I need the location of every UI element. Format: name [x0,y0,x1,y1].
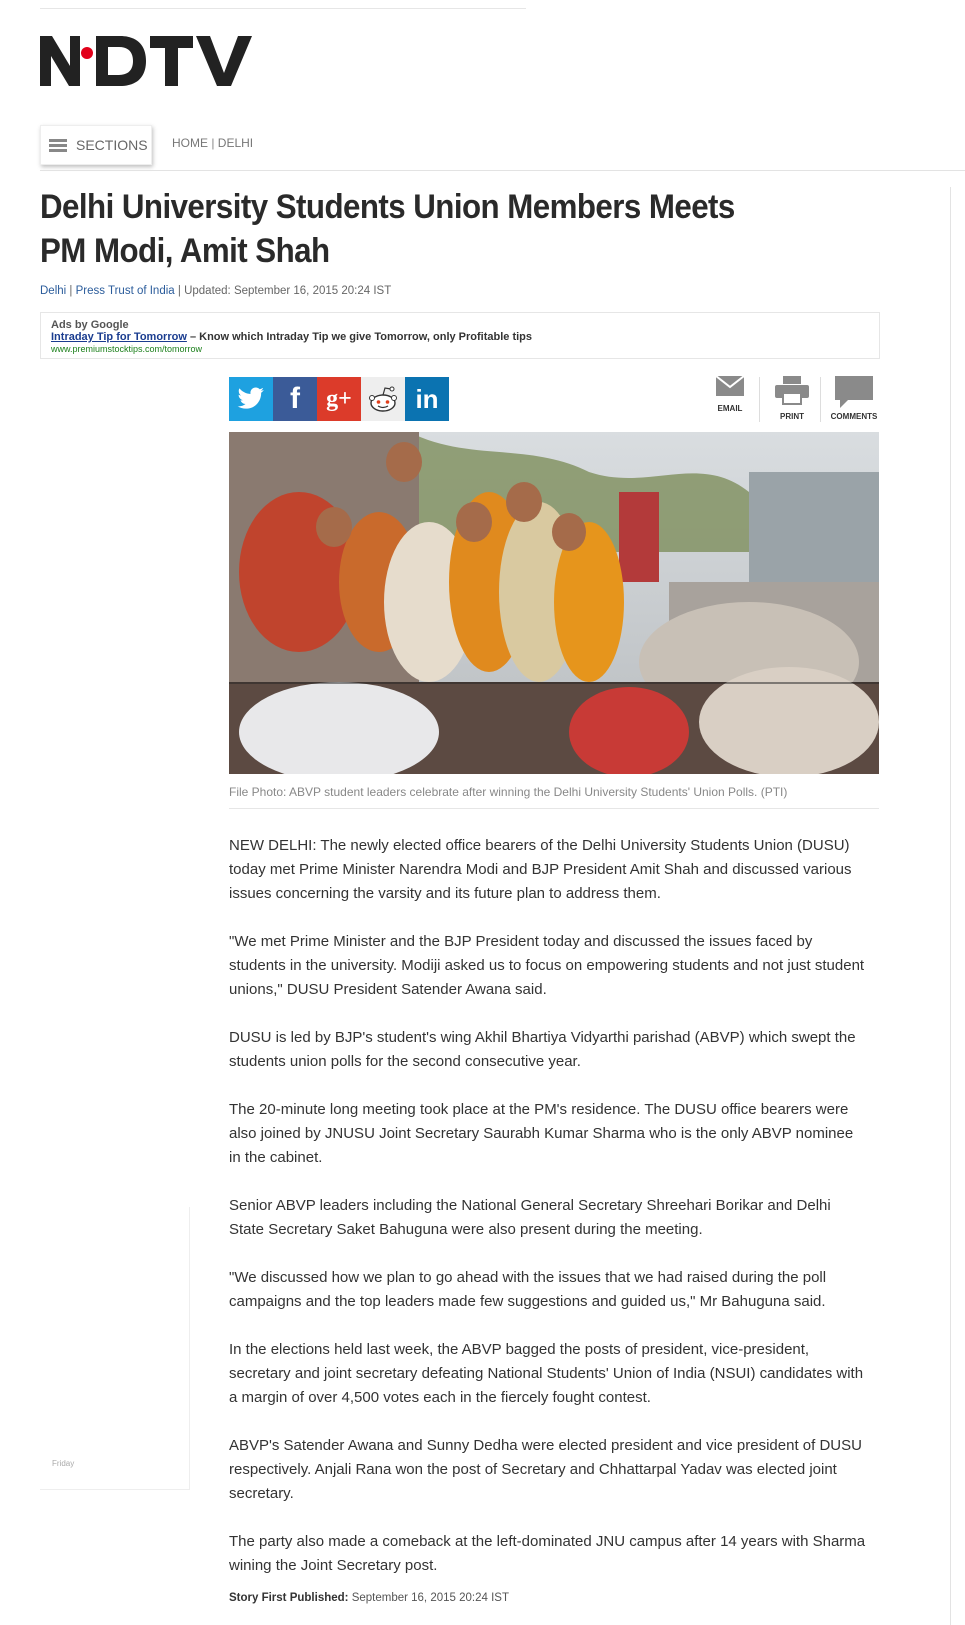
print-button[interactable] [768,375,816,425]
twitter-share-button[interactable] [229,377,273,421]
nav-divider [40,170,965,171]
print-label: PRINT [780,412,804,421]
article-paragraph: The 20-minute long meeting took place at the PM's residence. The DUSU office bearers were also joined by JNUSU Joint Secretary Saurabh Kumar Sharma who is the only ABVP nominee in the cabinet. [229,1101,854,1166]
first-published-date: September 16, 2015 20:24 IST [348,1592,509,1604]
ndtv-logo[interactable] [40,36,276,86]
updated-timestamp: Updated: September 16, 2015 20:24 IST [184,285,392,297]
article-paragraph: ABVP's Satender Awana and Sunny Dedha were elected president and vice president of DUSU respectively. Anjali Rana won the post of Secretary and Chhattarpal Yadav was elected joint secretary. [229,1437,862,1502]
article-paragraph: "We met Prime Minister and the BJP President today and discussed the issues faced by students in the university. Modiji asked us to focus on empowering students and not just student unions," DUSU President Satender Awana said. [229,933,865,998]
google-plus-share-button[interactable] [317,377,361,421]
sections-menu-button[interactable] [40,125,152,165]
facebook-icon: f [290,382,300,415]
ad-link[interactable]: Intraday Tip for Tomorrow [51,331,187,343]
lead-photo[interactable] [229,432,879,774]
first-published [229,1592,509,1604]
right-column-border [950,187,951,1625]
sidebar-fragment-text: Friday [52,1459,75,1468]
article-paragraph: "We discussed how we plan to go ahead with the issues that we had raised during the poll campaigns and the top leaders made few suggestions and guided us," Mr Bahuguna said. [229,1269,827,1310]
ad-url[interactable]: www.premiumstocktips.com/tomorrow [51,344,203,354]
tools-divider [759,377,760,422]
google-ad-box [40,312,880,359]
breadcrumb [172,136,253,150]
printer-icon [774,375,810,405]
photo-caption: File Photo: ABVP student leaders celebrate after winning the Delhi University Students' Union Polls. (PTI) [229,785,788,799]
ad-description: – Know which Intraday Tip we give Tomorrow, only Profitable tips [186,331,533,343]
email-label: EMAIL [717,404,743,413]
article-paragraph: NEW DELHI: The newly elected office bearers of the Delhi University Students Union (DUSU) today met Prime Minister Narendra Modi and BJP President Amit Shah and discussed various issues concerning the varsity and its future plan to address them. [229,837,852,902]
comments-button[interactable] [826,375,882,425]
article-body [229,834,869,1602]
byline-source-link[interactable]: Press Trust of India [75,285,175,297]
hamburger-icon [49,139,67,152]
sidebar-widget [40,1207,190,1490]
breadcrumb-delhi[interactable]: DELHI [217,136,254,150]
breadcrumb-separator: | [208,136,218,150]
comment-bubble-icon [834,375,874,409]
first-published-label: Story First Published: [229,1592,349,1604]
article-paragraph: In the elections held last week, the ABVP bagged the posts of president, vice-president, secretary and joint secretary defeating National Students' Union of India (NSUI) candidates with a margin of over 4,500 votes each in the fiercely fought contest. [229,1341,864,1406]
reddit-share-button[interactable] [361,377,405,421]
article-paragraph: DUSU is led by BJP's student's wing Akhil Bhartiya Vidyarthi parishad (ABVP) which swept the students union polls for the second consecutive year. [229,1029,856,1070]
comments-label: COMMENTS [830,412,878,421]
google-plus-icon: g+ [326,385,352,412]
reddit-icon [366,384,400,414]
facebook-share-button[interactable] [273,377,317,421]
caption-divider [229,808,879,809]
article-paragraph: Senior ABVP leaders including the National General Secretary Shreehari Borikar and Delhi State Secretary Saket Bahuguna were also present during the meeting. [229,1197,831,1238]
tools-divider-2 [820,377,821,422]
sections-label: SECTIONS [76,137,148,153]
top-divider [40,8,526,9]
linkedin-icon: in [415,383,439,414]
byline: Delhi | Press Trust of India | Updated: September 16, 2015 20:24 IST [40,285,392,297]
envelope-icon [715,375,745,397]
email-button[interactable] [706,375,754,425]
article-title: Delhi University Students Union Members Meets PM Modi, Amit Shah [40,188,735,270]
byline-section-link[interactable]: Delhi [40,285,67,297]
breadcrumb-home[interactable]: HOME [172,136,208,150]
linkedin-share-button[interactable] [405,377,449,421]
twitter-icon [237,387,265,411]
ad-label: Ads by Google [51,319,129,331]
ad-line [51,331,532,343]
article-paragraph: The party also made a comeback at the left-dominated JNU campus after 14 years with Sharma wining the Joint Secretary post. [229,1533,866,1574]
